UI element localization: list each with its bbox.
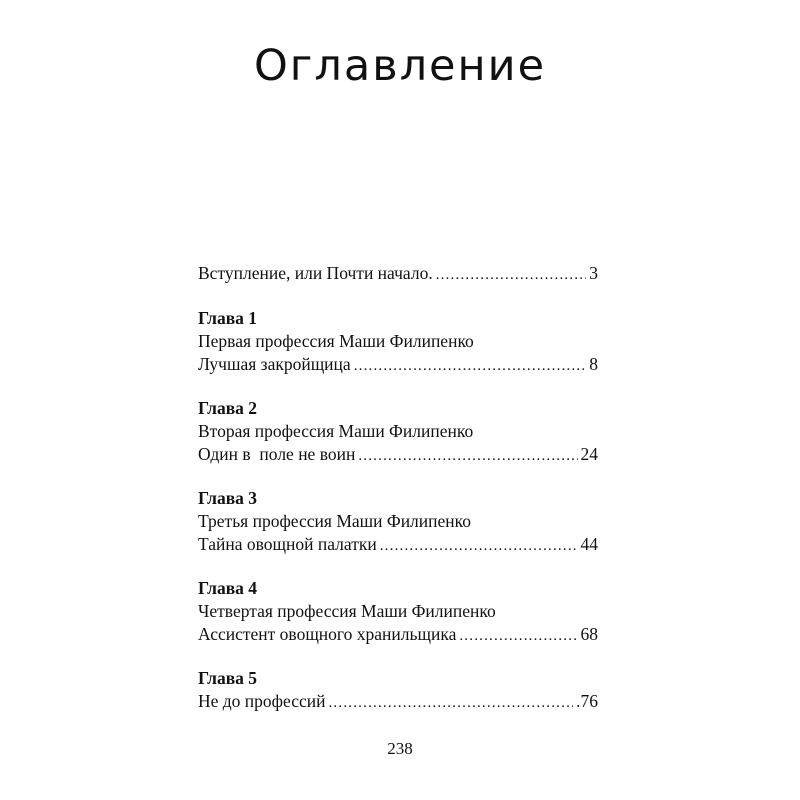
dot-leader xyxy=(358,445,577,468)
toc-entry xyxy=(198,690,598,713)
page-number: 238 xyxy=(387,739,413,758)
dot-leader xyxy=(328,692,573,715)
toc-entry-page: 44 xyxy=(580,534,598,554)
chapter-label: Глава 4 xyxy=(198,578,258,598)
toc-entry-page: 24 xyxy=(580,444,598,464)
table-of-contents xyxy=(198,262,598,713)
chapter-subtitle: Первая профессия Маши Филипенко xyxy=(198,331,474,351)
dot-leader xyxy=(354,355,587,378)
toc-entry-page: 8 xyxy=(589,354,598,374)
chapter-label: Глава 5 xyxy=(198,668,258,688)
toc-entry-title: Тайна овощной палатки xyxy=(198,534,377,554)
toc-chapter-2 xyxy=(198,397,598,466)
toc-entry xyxy=(198,623,598,646)
chapter-label: Глава 1 xyxy=(198,308,258,328)
chapter-label: Глава 3 xyxy=(198,488,258,508)
page-title: Оглавление xyxy=(253,41,547,91)
chapter-subtitle: Третья профессия Маши Филипенко xyxy=(198,511,472,531)
dot-leader xyxy=(380,535,578,558)
toc-entry-title: Не до профессий xyxy=(198,691,326,711)
toc-entry-title: Один в поле не воин xyxy=(198,444,356,464)
chapter-subtitle: Вторая профессия Маши Филипенко xyxy=(198,421,474,441)
toc-entry-page: .76 xyxy=(576,691,598,711)
chapter-subtitle: Четвертая профессия Маши Филипенко xyxy=(198,601,496,621)
toc-chapter-4 xyxy=(198,577,598,646)
toc-entry-intro xyxy=(198,262,598,285)
toc-entry-page: 68 xyxy=(580,624,598,644)
toc-entry xyxy=(198,533,598,556)
toc-entry-title: Лучшая закройщица xyxy=(198,354,351,374)
chapter-label: Глава 2 xyxy=(198,398,258,418)
toc-entry-title: Ассистент овощного хранильщика xyxy=(198,624,457,644)
toc-entry-page: 3 xyxy=(589,263,598,283)
toc-chapter-3 xyxy=(198,487,598,556)
toc-entry-title: Вступление, или Почти начало. xyxy=(198,263,433,283)
toc-entry xyxy=(198,443,598,466)
toc-chapter-5 xyxy=(198,667,598,713)
toc-chapter-1 xyxy=(198,307,598,376)
dot-leader xyxy=(436,264,587,287)
dot-leader xyxy=(459,625,577,648)
toc-entry xyxy=(198,353,598,376)
